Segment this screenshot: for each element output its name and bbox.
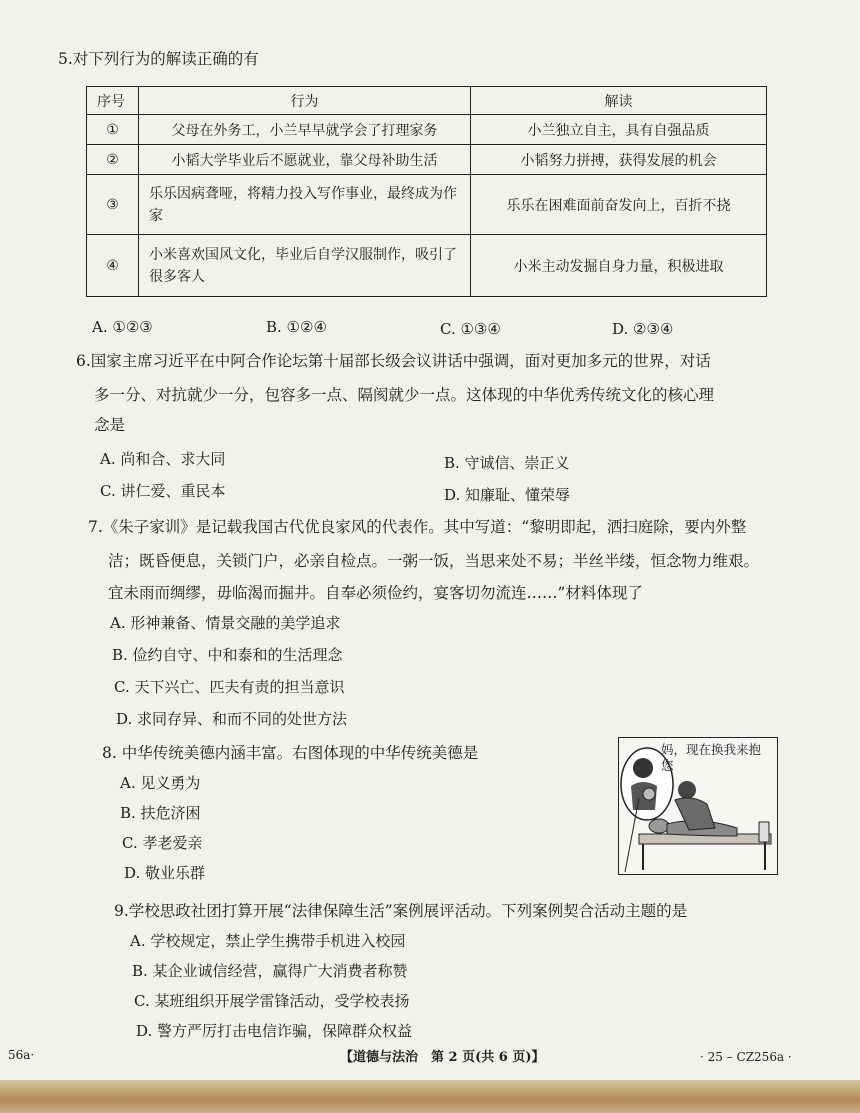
q8-illustration xyxy=(618,737,778,875)
row-action: 小韬大学毕业后不愿就业，靠父母补助生活 xyxy=(139,145,471,175)
q6-stem-line3: 念是 xyxy=(94,416,126,434)
row-meaning: 小兰独立自主，具有自强品质 xyxy=(471,115,767,145)
footer-left: 56a· xyxy=(8,1048,35,1062)
header-no: 序号 xyxy=(87,87,139,115)
q8-option-b: B. 扶危济困 xyxy=(120,804,201,822)
row-action: 小米喜欢国风文化，毕业后自学汉服制作，吸引了很多客人 xyxy=(139,235,471,297)
table-row xyxy=(87,115,767,145)
q9-option-b: B. 某企业诚信经营，赢得广大消费者称赞 xyxy=(132,962,408,980)
q6-stem-line2: 多一分、对抗就少一分，包容多一点、隔阂就少一点。这体现的中华优秀传统文化的核心理 xyxy=(94,386,715,404)
q7-stem-line3: 宜未雨而绸缪，毋临渴而掘井。自奉必须俭约，宴客切勿流连……”材料体现了 xyxy=(108,584,643,602)
row-action: 父母在外务工，小兰早早就学会了打理家务 xyxy=(139,115,471,145)
q9-option-a: A. 学校规定，禁止学生携带手机进入校园 xyxy=(130,932,406,950)
speech-bubble-text: 妈，现在换我来抱您 xyxy=(661,742,762,773)
footer-page-info: 【道德与法治 第 2 页(共 6 页)】 xyxy=(340,1050,545,1065)
q6-option-b: B. 守诚信、崇正义 xyxy=(444,454,570,472)
q6-stem-line1: 6.国家主席习近平在中阿合作论坛第十届部长级会议讲话中强调，面对更加多元的世界，对话 xyxy=(76,352,711,370)
q5-table xyxy=(86,86,767,297)
q5-option-c: C. ①③④ xyxy=(440,320,501,338)
q6-option-a: A. 尚和合、求大同 xyxy=(100,450,226,468)
table-row xyxy=(87,235,767,297)
table-row xyxy=(87,175,767,235)
q7-option-c: C. 天下兴亡、匹夫有责的担当意识 xyxy=(114,678,345,696)
q5-stem: 5.对下列行为的解读正确的有 xyxy=(58,50,259,68)
q5-option-a: A. ①②③ xyxy=(92,318,153,336)
q9-option-d: D. 警方严厉打击电信诈骗，保障群众权益 xyxy=(136,1022,413,1040)
q6-option-c: C. 讲仁爱、重民本 xyxy=(100,482,226,500)
q7-option-b: B. 俭约自守、中和泰和的生活理念 xyxy=(112,646,343,664)
q5-option-d: D. ②③④ xyxy=(612,320,674,338)
row-no: ② xyxy=(87,145,139,175)
q7-stem-line2: 洁；既昏便息，关锁门户，必亲自检点。一粥一饭，当思来处不易；半丝半缕，恒念物力维艰。 xyxy=(108,552,760,570)
row-meaning: 小韬努力拼搏，获得发展的机会 xyxy=(471,145,767,175)
row-meaning: 小米主动发掘自身力量，积极进取 xyxy=(471,235,767,297)
row-no: ① xyxy=(87,115,139,145)
header-action: 行为 xyxy=(139,87,471,115)
table-row xyxy=(87,145,767,175)
q7-option-d: D. 求同存异、和而不同的处世方法 xyxy=(116,710,348,728)
q8-option-c: C. 孝老爱亲 xyxy=(122,834,203,852)
row-action: 乐乐因病聋哑，将精力投入写作事业，最终成为作家 xyxy=(139,175,471,235)
q7-option-a: A. 形神兼备、情景交融的美学追求 xyxy=(110,614,341,632)
q8-option-a: A. 见义勇为 xyxy=(120,774,201,792)
header-meaning: 解读 xyxy=(471,87,767,115)
page-edge-shadow xyxy=(0,1080,860,1113)
q7-stem-line1: 7.《朱子家训》是记载我国古代优良家风的代表作。其中写道：“黎明即起，洒扫庭除，要内外整 xyxy=(88,518,747,536)
q8-option-d: D. 敬业乐群 xyxy=(124,864,206,882)
q9-stem: 9.学校思政社团打算开展“法律保障生活”案例展评活动。下列案例契合活动主题的是 xyxy=(114,902,688,920)
row-no: ③ xyxy=(87,175,139,235)
q9-option-c: C. 某班组织开展学雷锋活动，受学校表扬 xyxy=(134,992,410,1010)
table-header-row xyxy=(87,87,767,115)
row-meaning: 乐乐在困难面前奋发向上，百折不挠 xyxy=(471,175,767,235)
q5-option-b: B. ①②④ xyxy=(266,318,327,336)
q8-stem: 8. 中华传统美德内涵丰富。右图体现的中华传统美德是 xyxy=(102,744,479,762)
footer-code: · 25 – CZ256a · xyxy=(700,1050,792,1064)
row-no: ④ xyxy=(87,235,139,297)
q6-option-d: D. 知廉耻、懂荣辱 xyxy=(444,486,571,504)
